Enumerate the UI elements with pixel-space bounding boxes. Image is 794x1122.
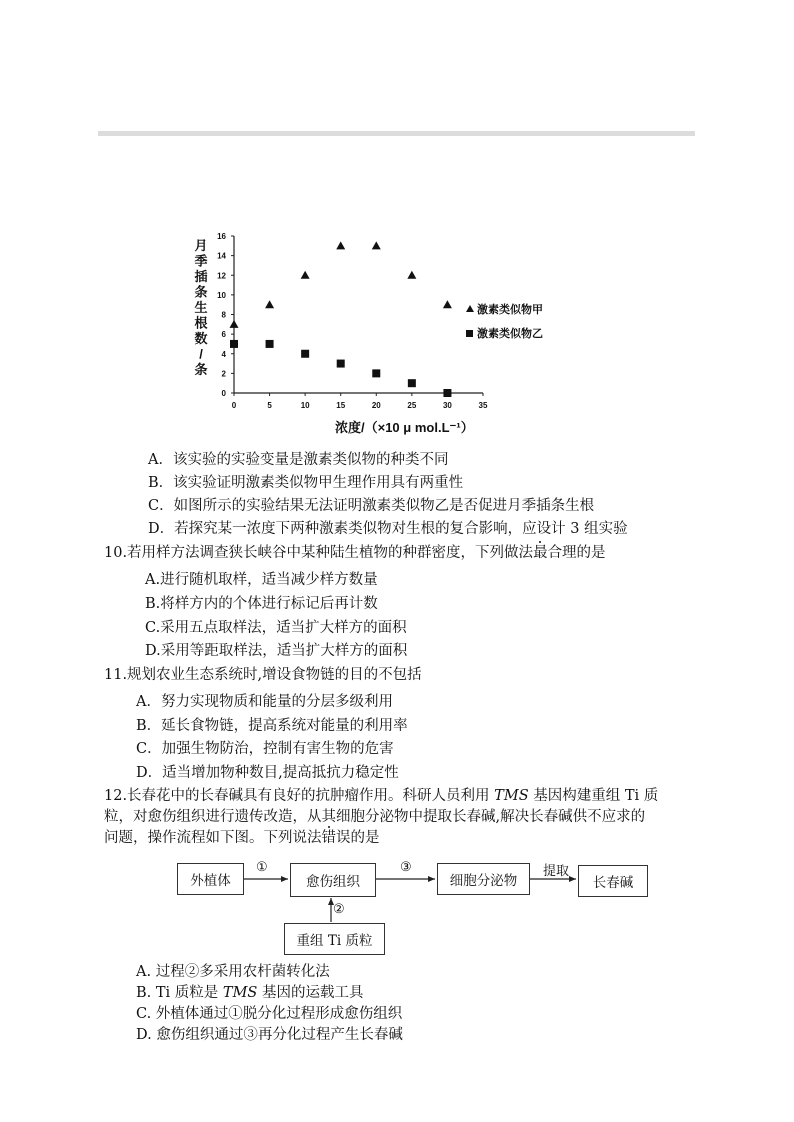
flow-box-vinblastine: 长春碱 xyxy=(578,865,648,897)
legend-label: 激素类似物乙 xyxy=(477,328,543,340)
x-tick-label: 35 xyxy=(478,401,488,410)
y-tick-label: 4 xyxy=(221,349,226,359)
q12-line3-text: 问题，操作流程如下图。下列说法 xyxy=(104,830,322,846)
q11-option-a: A．努力实现物质和能量的分层多级利用 xyxy=(136,694,393,710)
y-tick-label: 6 xyxy=(221,330,226,340)
y-tick-label: 16 xyxy=(217,232,226,241)
q11-option-c: C．加强生物防治，控制有害生物的危害 xyxy=(136,741,394,757)
flow-step-3: ③ xyxy=(400,860,412,875)
y-tick-label: 14 xyxy=(217,251,226,261)
y-tick-label: 8 xyxy=(221,310,226,320)
y-axis-label-char: / xyxy=(199,346,203,362)
y-axis-label-char: 季 xyxy=(194,253,208,269)
flow-box-secretion: 细胞分泌物 xyxy=(437,863,530,895)
q10-option-c: C.采用五点取样法，适当扩大样方的面积 xyxy=(145,620,407,636)
q10-option-d: D.采用等距取样法，适当扩大样方的面积 xyxy=(145,643,408,659)
q12-line1-end: 基因构建重组 Ti 质 xyxy=(528,788,659,804)
flow-box-explant: 外植体 xyxy=(177,863,244,895)
y-axis-label-char: 生 xyxy=(194,300,208,315)
x-tick-label: 0 xyxy=(231,401,237,410)
q12-stem-line2: 粒，对愈伤组织进行遗传改造，从其细胞分泌物中提取长春碱,解决长春碱供不应求的 xyxy=(104,809,646,825)
x-axis-label: 浓度/（×10 μ mol.L⁻¹） xyxy=(335,420,474,435)
q10-stem-text: 10.若用样方法调查狭长峡谷中某种陆生植物的种群密度，下列做法 xyxy=(104,545,534,561)
x-tick-label: 25 xyxy=(407,401,417,410)
q10-option-a: A.进行随机取样，适当减少样方数量 xyxy=(145,572,378,588)
y-tick-label: 0 xyxy=(221,389,226,398)
y-axis-label-char: 条 xyxy=(194,284,208,300)
y-axis-label-char: 根 xyxy=(194,315,208,331)
q12-line1-text: 12.长春花中的长春碱具有良好的抗肿瘤作用。科研人员利用 xyxy=(104,788,495,804)
x-tick-label: 15 xyxy=(336,401,346,410)
q10-option-b: B.将样方内的个体进行标记后再计数 xyxy=(145,596,378,612)
q12-option-a: A. 过程②多采用农杆菌转化法 xyxy=(136,964,330,980)
q12-optb-text: B. Ti 质粒是 xyxy=(136,985,223,1001)
y-axis-label-char: 条 xyxy=(194,362,208,377)
q9-option-a: A．该实验的实验变量是激素类似物的种类不同 xyxy=(148,452,449,468)
q11-option-d: D．适当增加物种数目,提高抵抗力稳定性 xyxy=(136,765,399,781)
x-tick-label: 20 xyxy=(371,401,381,410)
q10-stem-end: 合理的是 xyxy=(547,545,606,561)
x-tick-label: 30 xyxy=(442,401,452,410)
y-axis-label-char: 插 xyxy=(194,269,208,284)
flow-step-1: ① xyxy=(256,860,268,875)
flow-step-2: ② xyxy=(333,902,345,917)
q9-option-b: B．该实验证明激素类似物甲生理作用具有两重性 xyxy=(148,475,464,491)
q12-tms-gene: TMS xyxy=(494,788,529,804)
x-tick-label: 5 xyxy=(267,401,272,410)
q12-optb-tms: TMS xyxy=(222,985,258,1001)
flow-step-extract: 提取 xyxy=(543,864,570,879)
q9-option-c: C．如图所示的实验结果无法证明激素类似物乙是否促进月季插条生根 xyxy=(148,498,595,514)
x-tick-label: 10 xyxy=(300,401,310,410)
y-axis-label-char: 数 xyxy=(194,331,208,346)
q12-option-c: C. 外植体通过①脱分化过程形成愈伤组织 xyxy=(136,1006,403,1022)
y-tick-label: 10 xyxy=(217,290,226,300)
q12-line3-end: 误的是 xyxy=(336,830,380,846)
q12-option-d: D. 愈伤组织通过③再分化过程产生长春碱 xyxy=(136,1027,403,1043)
q11-option-b: B．延长食物链，提高系统对能量的利用率 xyxy=(136,718,408,734)
q12-emphasis-char: 错 xyxy=(321,830,336,846)
y-tick-label: 2 xyxy=(221,369,226,379)
y-axis-label-char: 月 xyxy=(194,238,208,253)
flow-box-callus: 愈伤组织 xyxy=(290,863,376,897)
legend-label: 激素类似物甲 xyxy=(477,304,543,316)
flow-box-ti-plasmid: 重组 Ti 质粒 xyxy=(284,923,385,955)
q10-emphasis-char: 最 xyxy=(533,545,548,561)
q11-stem: 11.规划农业生态系统时,增设食物链的目的不包括 xyxy=(104,667,422,683)
y-tick-label: 12 xyxy=(217,271,226,281)
q12-optb-end: 基因的运载工具 xyxy=(257,985,364,1001)
q12-option-b xyxy=(136,983,363,1003)
q9-option-d: D．若探究某一浓度下两种激素类似物对生根的复合影响，应设计 3 组实验 xyxy=(148,521,628,537)
